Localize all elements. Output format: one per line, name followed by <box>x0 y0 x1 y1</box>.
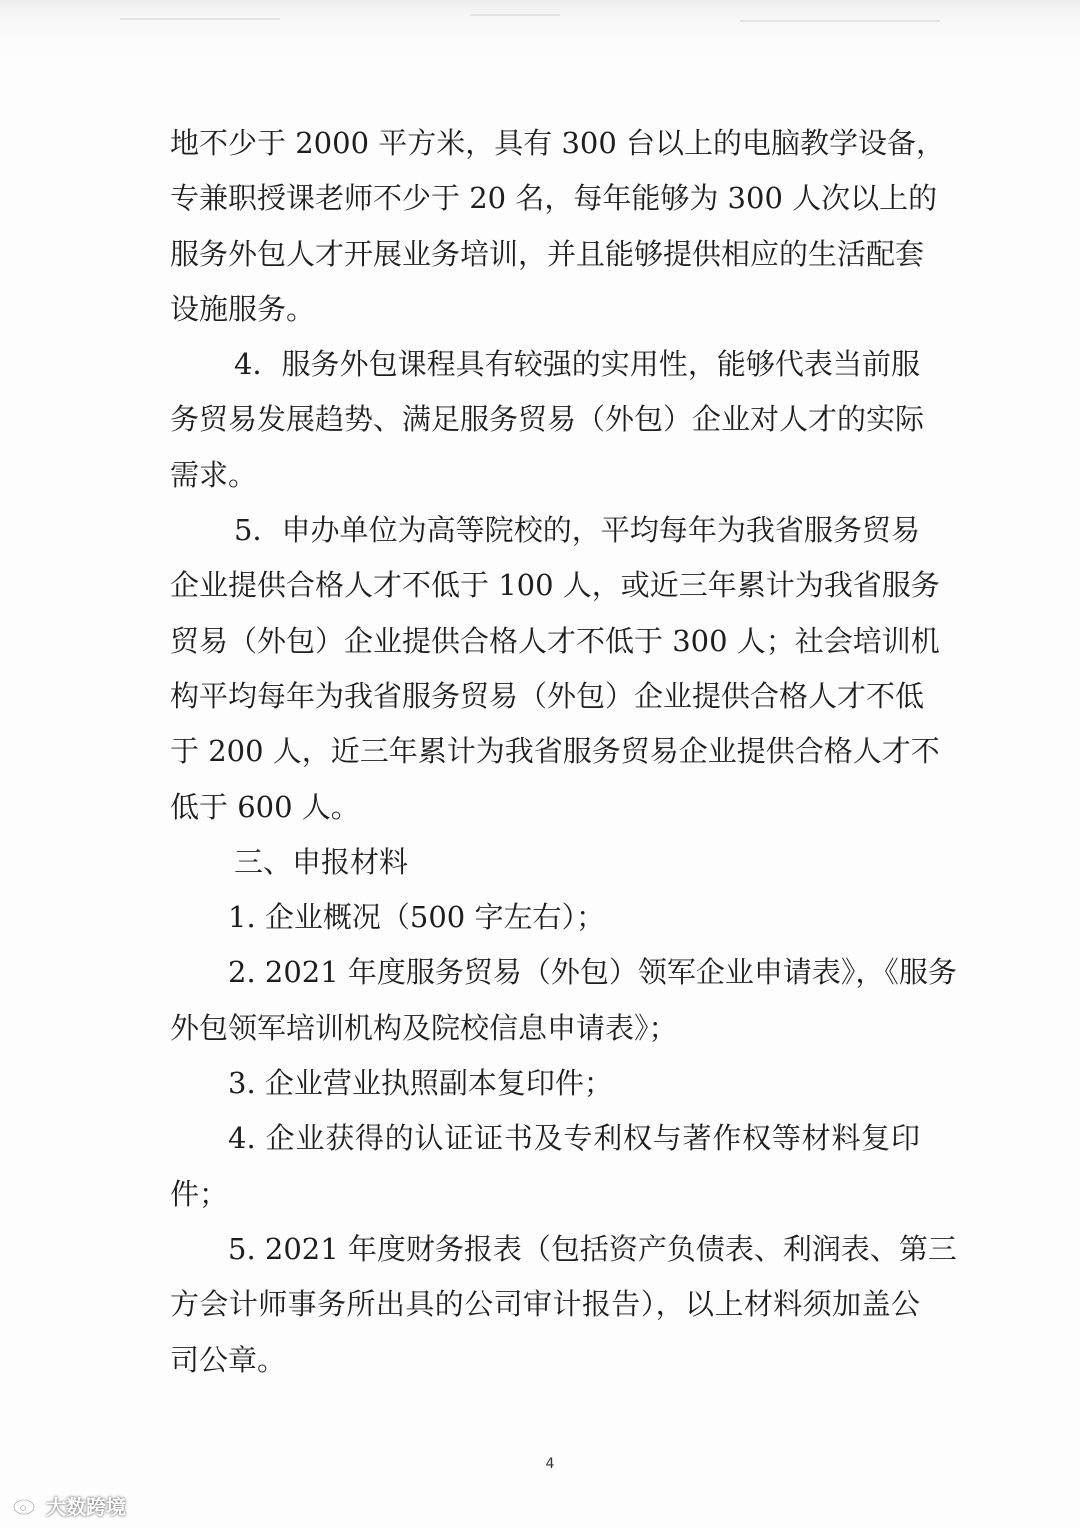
text-line: 专兼职授课老师不少于 20 名，每年能够为 300 人次以上的 <box>170 181 938 216</box>
text-line: 4．服务外包课程具有较强的实用性，能够代表当前服 <box>234 347 920 382</box>
text-line: 地不少于 2000 平方米，具有 300 台以上的电脑教学设备， <box>170 126 946 160</box>
text-line: 低于 600 人。 <box>170 789 360 824</box>
text-line: 3. 企业营业执照副本复印件； <box>228 1066 613 1101</box>
text-line: 构平均每年为我省服务贸易（外包）企业提供合格人才不低 <box>170 678 925 713</box>
text-line: 外包领军培训机构及院校信息申请表》； <box>170 1010 678 1045</box>
text-line: 1. 企业概况（500 字左右）； <box>228 900 605 935</box>
text-line: 设施服务。 <box>170 291 316 326</box>
scan-bleed-mark <box>120 18 280 20</box>
text-line: 5．申办单位为高等院校的，平均每年为我省服务贸易 <box>234 513 920 548</box>
text-line: 贸易（外包）企业提供合格人才不低于 300 人；社会培训机 <box>170 623 940 658</box>
document-body <box>170 120 957 1392</box>
text-line: 企业提供合格人才不低于 100 人，或近三年累计为我省服务 <box>170 568 940 603</box>
section-heading: 三、申报材料 <box>234 844 409 879</box>
watermark <box>12 1490 126 1520</box>
text-line: 务贸易发展趋势、满足服务贸易（外包）企业对人才的实际 <box>170 402 925 437</box>
text-line: 方会计师事务所出具的公司审计报告），以上材料须加盖公 <box>170 1287 920 1322</box>
scan-bleed-mark <box>740 20 940 22</box>
text-line: 件； <box>170 1176 229 1211</box>
scan-bleed-mark <box>470 14 560 16</box>
text-line: 2. 2021 年度服务贸易（外包）领军企业申请表》，《服务 <box>228 955 957 990</box>
weibo-logo-icon <box>12 1494 40 1516</box>
watermark-text: 大数跨境 <box>46 1494 126 1519</box>
scan-shadow <box>0 0 1080 60</box>
page-number: 4 <box>545 1456 555 1472</box>
text-line: 司公章。 <box>170 1342 287 1377</box>
text-line: 5. 2021 年度财务报表（包括资产负债表、利润表、第三 <box>228 1231 957 1266</box>
text-line: 于 200 人，近三年累计为我省服务贸易企业提供合格人才不 <box>170 734 940 769</box>
text-line: 服务外包人才开展业务培训，并且能够提供相应的生活配套 <box>170 236 925 271</box>
text-line: 需求。 <box>170 457 258 492</box>
text-line: 4. 企业获得的认证证书及专利权与著作权等材料复印 <box>228 1121 920 1156</box>
